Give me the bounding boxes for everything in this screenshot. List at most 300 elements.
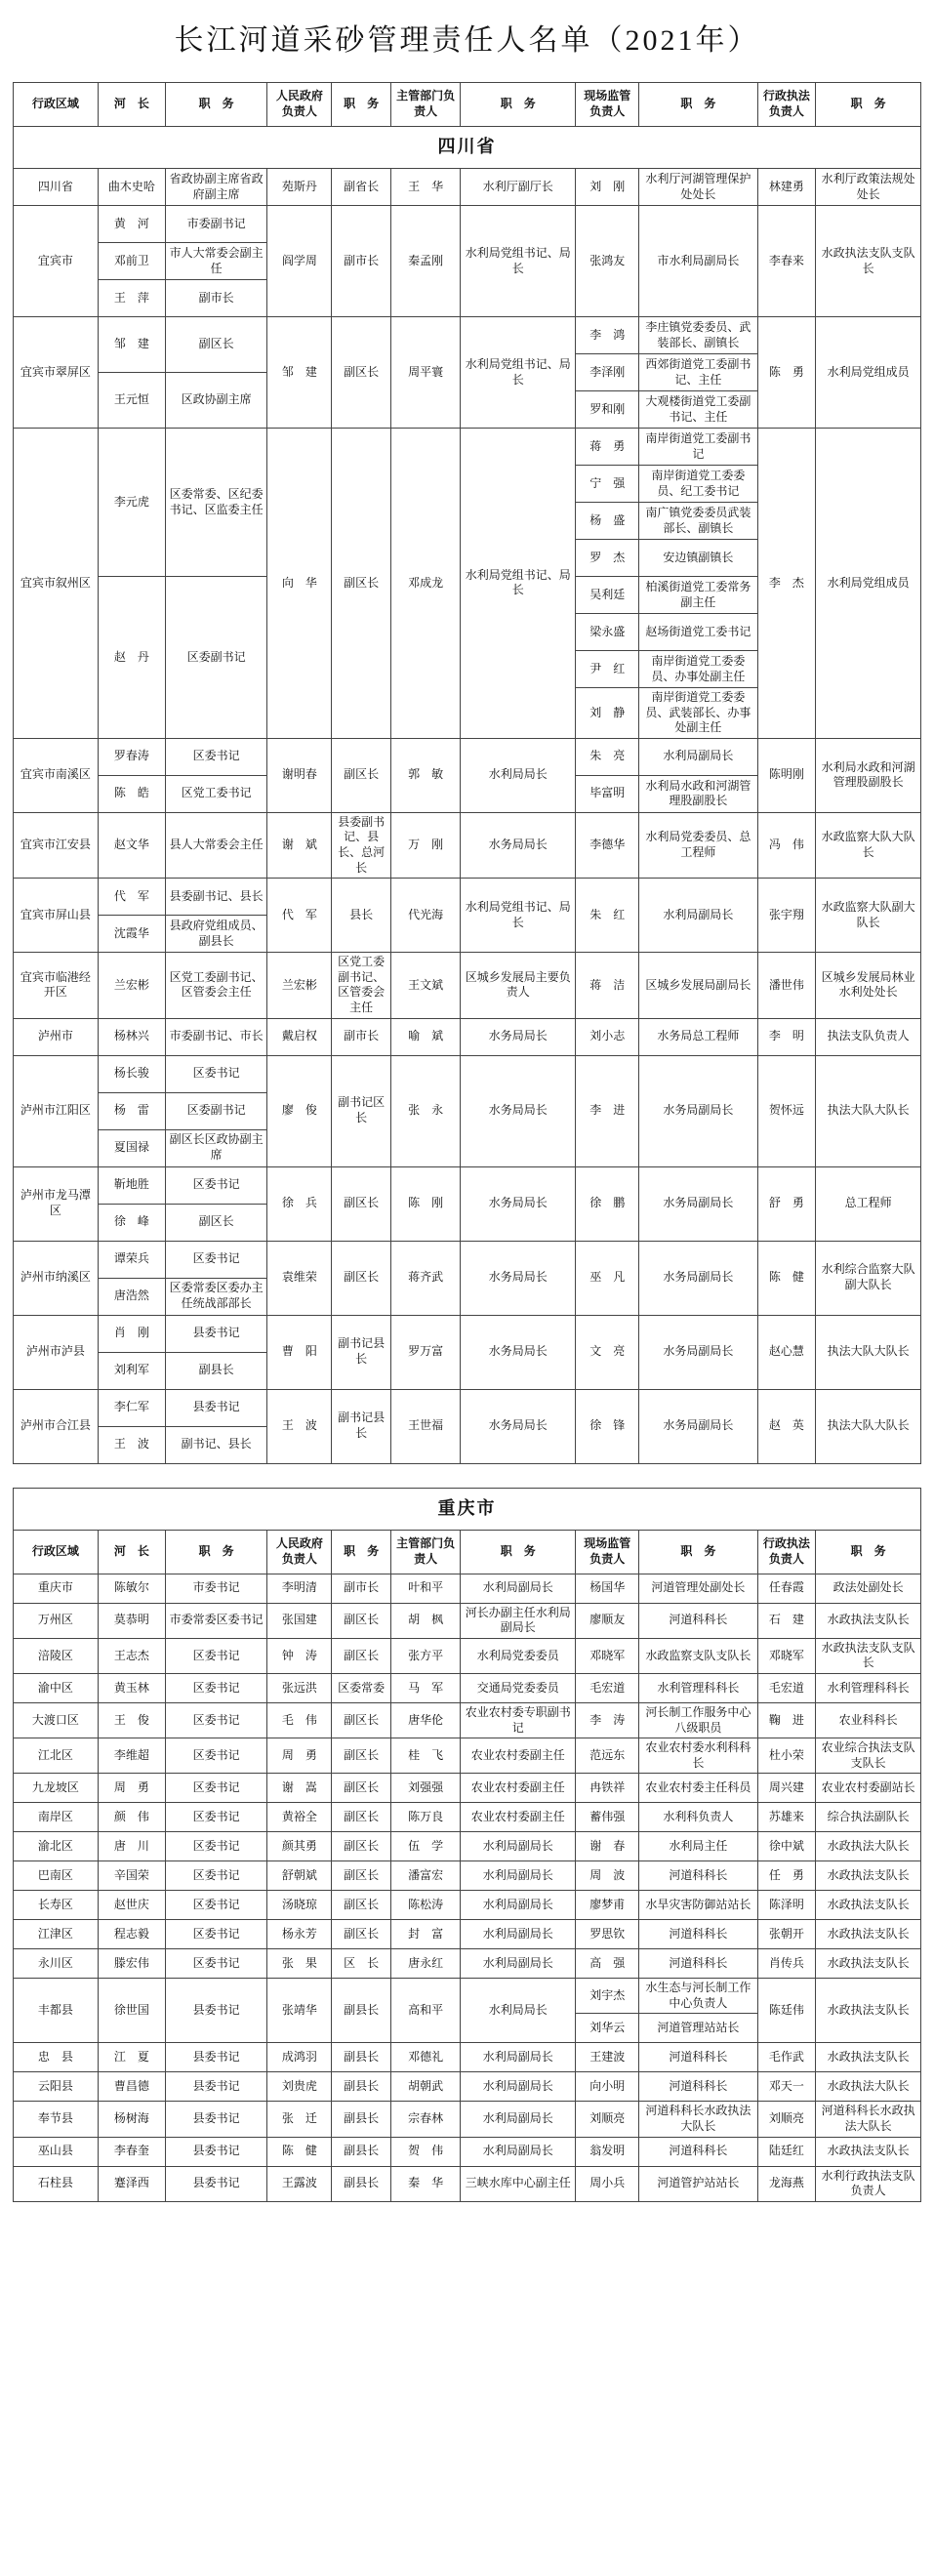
river-chief-title-cell: 县委书记	[165, 1389, 267, 1426]
dept-title-cell: 水利局局长	[461, 738, 576, 812]
enforce-title-cell: 水政执法支队长	[816, 1979, 921, 2043]
dept-head-cell: 代光海	[391, 879, 461, 953]
gov-head-cell: 张靖华	[267, 1979, 332, 2043]
dept-title-cell: 水利局副局长	[461, 1832, 576, 1861]
enforce-title-cell: 水政执法支队长	[816, 1891, 921, 1920]
river-chief-cell: 靳地胜	[98, 1166, 165, 1204]
site-title-cell: 水利厅河湖管理保护处处长	[639, 169, 757, 206]
river-chief-cell: 周 勇	[98, 1774, 165, 1803]
table-row	[14, 2072, 921, 2102]
river-chief-title-cell: 县政府党组成员、副县长	[165, 916, 267, 953]
river-chief-title-cell: 县委书记	[165, 2102, 267, 2137]
dept-title-cell: 水利局副局长	[461, 2137, 576, 2166]
dept-head-cell: 胡 枫	[391, 1603, 461, 1638]
table-row	[14, 1315, 921, 1352]
dept-head-cell: 张方平	[391, 1638, 461, 1673]
region-cell: 渝北区	[14, 1832, 99, 1861]
dept-title-cell: 交通局党委委员	[461, 1673, 576, 1702]
gov-title-cell: 副县长	[332, 2102, 391, 2137]
region-cell: 宜宾市	[14, 206, 99, 317]
column-header: 行政执法负责人	[757, 83, 816, 127]
river-chief-title-cell: 区委书记	[165, 1832, 267, 1861]
region-cell: 宜宾市叙州区	[14, 429, 99, 739]
river-chief-cell: 谭荣兵	[98, 1241, 165, 1278]
enforce-head-cell: 赵 英	[757, 1389, 816, 1463]
responsibility-table	[13, 82, 921, 2202]
table-row	[14, 1574, 921, 1603]
site-head-cell: 刘 刚	[576, 169, 639, 206]
enforce-title-cell: 水政执法支队长	[816, 1949, 921, 1979]
site-title-cell: 安边镇副镇长	[639, 540, 757, 577]
river-chief-title-cell: 县委书记	[165, 2137, 267, 2166]
river-chief-cell: 李维超	[98, 1738, 165, 1774]
column-header: 河 长	[98, 1530, 165, 1574]
river-chief-title-cell: 副区长	[165, 1204, 267, 1241]
gov-head-cell: 代 军	[267, 879, 332, 953]
header-row	[14, 1530, 921, 1574]
region-cell: 巫山县	[14, 2137, 99, 2166]
river-chief-cell: 罗春涛	[98, 738, 165, 775]
enforce-title-cell: 水利局党组成员	[816, 429, 921, 739]
dept-title-cell: 水务局局长	[461, 1055, 576, 1166]
table-row	[14, 1018, 921, 1055]
river-chief-title-cell: 区党工委副书记、区管委会主任	[165, 953, 267, 1018]
river-chief-cell: 王志杰	[98, 1638, 165, 1673]
gov-title-cell: 副县长	[332, 2166, 391, 2201]
gov-head-cell: 王 波	[267, 1389, 332, 1463]
river-chief-cell: 徐世国	[98, 1979, 165, 2043]
enforce-title-cell: 区城乡发展局林业水利处处长	[816, 953, 921, 1018]
enforce-head-cell: 杜小荣	[757, 1738, 816, 1774]
site-head-cell: 朱 亮	[576, 738, 639, 775]
river-chief-cell: 唐 川	[98, 1832, 165, 1861]
site-title-cell: 南岸街道党工委委员、办事处副主任	[639, 651, 757, 688]
river-chief-cell: 唐浩然	[98, 1278, 165, 1315]
river-chief-cell: 夏国禄	[98, 1129, 165, 1166]
site-title-cell: 大观楼街道党工委副书记、主任	[639, 391, 757, 429]
gov-head-cell: 张远洪	[267, 1673, 332, 1702]
gov-head-cell: 黄裕全	[267, 1803, 332, 1832]
gov-title-cell: 副市长	[332, 1574, 391, 1603]
column-header: 职 务	[639, 83, 757, 127]
region-cell: 奉节县	[14, 2102, 99, 2137]
table-row	[14, 953, 921, 1018]
site-head-cell: 毕富明	[576, 775, 639, 812]
enforce-head-cell: 毛作武	[757, 2043, 816, 2072]
river-chief-cell: 杨林兴	[98, 1018, 165, 1055]
gov-head-cell: 阎学周	[267, 206, 332, 317]
dept-title-cell: 水利局副局长	[461, 1574, 576, 1603]
river-chief-cell: 徐 峰	[98, 1204, 165, 1241]
table-row	[14, 1673, 921, 1702]
enforce-head-cell: 石 建	[757, 1603, 816, 1638]
site-title-cell: 柏溪街道党工委常务副主任	[639, 577, 757, 614]
gov-title-cell: 县长	[332, 879, 391, 953]
enforce-title-cell: 河道科科长水政执法大队长	[816, 2102, 921, 2137]
enforce-head-cell: 潘世伟	[757, 953, 816, 1018]
site-title-cell: 河道科科长	[639, 1920, 757, 1949]
enforce-head-cell: 林建勇	[757, 169, 816, 206]
site-title-cell: 水旱灾害防御站站长	[639, 1891, 757, 1920]
enforce-title-cell: 农业农村委副站长	[816, 1774, 921, 1803]
enforce-title-cell: 水政执法支队支队长	[816, 1638, 921, 1673]
gov-head-cell: 张 迁	[267, 2102, 332, 2137]
table-row	[14, 1861, 921, 1891]
table-row	[14, 1738, 921, 1774]
river-chief-cell: 王元恒	[98, 373, 165, 429]
enforce-title-cell: 农业综合执法支队支队长	[816, 1738, 921, 1774]
site-title-cell: 南岸街道党工委委员、纪工委书记	[639, 466, 757, 503]
region-cell: 九龙坡区	[14, 1774, 99, 1803]
enforce-title-cell: 水利局水政和河湖管理股副股长	[816, 738, 921, 812]
site-title-cell: 河道科科长水政执法大队长	[639, 2102, 757, 2137]
enforce-title-cell: 执法支队负责人	[816, 1018, 921, 1055]
dept-head-cell: 贺 伟	[391, 2137, 461, 2166]
site-title-cell: 农业农村委主任科员	[639, 1774, 757, 1803]
enforce-title-cell: 水政执法支队长	[816, 2137, 921, 2166]
enforce-title-cell: 水利管理科科长	[816, 1673, 921, 1702]
river-chief-title-cell: 区委常委区委办主任统战部部长	[165, 1278, 267, 1315]
region-cell: 泸州市纳溪区	[14, 1241, 99, 1315]
dept-title-cell: 水利局副局长	[461, 1949, 576, 1979]
gov-head-cell: 李明清	[267, 1574, 332, 1603]
gov-head-cell: 张 果	[267, 1949, 332, 1979]
table-row	[14, 1702, 921, 1738]
column-header: 行政执法负责人	[757, 1530, 816, 1574]
river-chief-cell: 赵 丹	[98, 577, 165, 739]
river-chief-title-cell: 区委副书记	[165, 1092, 267, 1129]
gov-title-cell: 副书记县长	[332, 1315, 391, 1389]
river-chief-title-cell: 区委书记	[165, 1949, 267, 1979]
site-head-cell: 廖顺友	[576, 1603, 639, 1638]
enforce-head-cell: 李 杰	[757, 429, 816, 739]
table-row	[14, 879, 921, 916]
enforce-title-cell: 水政监察大队大队长	[816, 812, 921, 878]
gov-title-cell: 区党工委副书记、区管委会主任	[332, 953, 391, 1018]
dept-title-cell: 水利局党组书记、局长	[461, 429, 576, 739]
enforce-title-cell: 水利厅政策法规处处长	[816, 169, 921, 206]
river-chief-title-cell: 区委书记	[165, 1803, 267, 1832]
site-title-cell: 河道管护站站长	[639, 2166, 757, 2201]
gov-title-cell: 副书记县长	[332, 1389, 391, 1463]
site-title-cell: 河道科科长	[639, 1861, 757, 1891]
region-cell: 万州区	[14, 1603, 99, 1638]
dept-title-cell: 水务局局长	[461, 1018, 576, 1055]
river-chief-cell: 陈 皓	[98, 775, 165, 812]
dept-title-cell: 水务局局长	[461, 1166, 576, 1241]
column-header: 职 务	[165, 83, 267, 127]
enforce-title-cell: 水利局党组成员	[816, 317, 921, 429]
site-head-cell: 毛宏道	[576, 1673, 639, 1702]
river-chief-cell: 兰宏彬	[98, 953, 165, 1018]
river-chief-title-cell: 副区长区政协副主席	[165, 1129, 267, 1166]
region-cell: 泸州市	[14, 1018, 99, 1055]
gov-title-cell: 区 长	[332, 1949, 391, 1979]
section-gap	[14, 1463, 921, 1488]
river-chief-title-cell: 副市长	[165, 280, 267, 317]
site-title-cell: 河长制工作服务中心八级职员	[639, 1702, 757, 1738]
site-head-cell: 王建波	[576, 2043, 639, 2072]
site-head-cell: 徐 锋	[576, 1389, 639, 1463]
site-head-cell: 罗思钦	[576, 1920, 639, 1949]
enforce-title-cell: 水政执法大队长	[816, 1832, 921, 1861]
dept-head-cell: 高和平	[391, 1979, 461, 2043]
gov-title-cell: 县委副书记、县长、总河长	[332, 812, 391, 878]
gov-title-cell: 副区长	[332, 1241, 391, 1315]
gov-title-cell: 副区长	[332, 1891, 391, 1920]
dept-title-cell: 水利局党组书记、局长	[461, 317, 576, 429]
river-chief-cell: 王 俊	[98, 1702, 165, 1738]
dept-title-cell: 三峡水库中心副主任	[461, 2166, 576, 2201]
river-chief-cell: 蹇泽西	[98, 2166, 165, 2201]
dept-head-cell: 桂 飞	[391, 1738, 461, 1774]
enforce-title-cell: 农业科科长	[816, 1702, 921, 1738]
river-chief-title-cell: 区委书记	[165, 1861, 267, 1891]
site-head-cell: 向小明	[576, 2072, 639, 2102]
column-header: 职 务	[816, 1530, 921, 1574]
dept-title-cell: 水利局党组书记、局长	[461, 206, 576, 317]
river-chief-cell: 黄玉林	[98, 1673, 165, 1702]
site-head-cell: 杨国华	[576, 1574, 639, 1603]
enforce-head-cell: 毛宏道	[757, 1673, 816, 1702]
dept-head-cell: 秦 华	[391, 2166, 461, 2201]
table-row	[14, 1055, 921, 1092]
page	[13, 0, 921, 2202]
gov-title-cell: 副区长	[332, 429, 391, 739]
dept-head-cell: 万 刚	[391, 812, 461, 878]
dept-head-cell: 周平寰	[391, 317, 461, 429]
river-chief-cell: 江 夏	[98, 2043, 165, 2072]
enforce-head-cell: 陈泽明	[757, 1891, 816, 1920]
enforce-head-cell: 赵心慧	[757, 1315, 816, 1389]
dept-head-cell: 喻 斌	[391, 1018, 461, 1055]
river-chief-title-cell: 副县长	[165, 1352, 267, 1389]
gov-title-cell: 副书记区长	[332, 1055, 391, 1166]
dept-title-cell: 水利局党组书记、局长	[461, 879, 576, 953]
gap-cell	[14, 1463, 921, 1488]
region-cell: 南岸区	[14, 1803, 99, 1832]
site-head-cell: 杨 盛	[576, 503, 639, 540]
river-chief-title-cell: 省政协副主席省政府副主席	[165, 169, 267, 206]
gov-head-cell: 杨永芳	[267, 1920, 332, 1949]
river-chief-title-cell: 区委书记	[165, 1891, 267, 1920]
region-cell: 宜宾市临港经开区	[14, 953, 99, 1018]
river-chief-title-cell: 副书记、县长	[165, 1426, 267, 1463]
enforce-head-cell: 徐中斌	[757, 1832, 816, 1861]
gov-title-cell: 副县长	[332, 2072, 391, 2102]
dept-head-cell: 陈万良	[391, 1803, 461, 1832]
site-title-cell: 西郊街道党工委副书记、主任	[639, 354, 757, 391]
enforce-title-cell: 水政执法支队长	[816, 1861, 921, 1891]
enforce-head-cell: 李 明	[757, 1018, 816, 1055]
river-chief-title-cell: 县委副书记、县长	[165, 879, 267, 916]
dept-title-cell: 水务局局长	[461, 1241, 576, 1315]
gov-head-cell: 汤晓琼	[267, 1891, 332, 1920]
dept-head-cell: 秦孟刚	[391, 206, 461, 317]
site-head-cell: 宁 强	[576, 466, 639, 503]
gov-head-cell: 张国建	[267, 1603, 332, 1638]
table-row	[14, 1774, 921, 1803]
enforce-head-cell: 陆廷红	[757, 2137, 816, 2166]
enforce-head-cell: 张宇翔	[757, 879, 816, 953]
site-head-cell: 巫 凡	[576, 1241, 639, 1315]
table-row	[14, 2102, 921, 2137]
gov-head-cell: 谢 嵩	[267, 1774, 332, 1803]
page-title: 长江河道采砂管理责任人名单（2021年）	[174, 24, 760, 57]
river-chief-title-cell: 区委书记	[165, 1241, 267, 1278]
site-head-cell: 邓晓军	[576, 1638, 639, 1673]
river-chief-title-cell: 市委副书记	[165, 206, 267, 243]
river-chief-title-cell: 区委书记	[165, 1702, 267, 1738]
enforce-head-cell: 陈明刚	[757, 738, 816, 812]
site-head-cell: 谢 春	[576, 1832, 639, 1861]
site-title-cell: 水政监察支队支队长	[639, 1638, 757, 1673]
dept-head-cell: 陈松涛	[391, 1891, 461, 1920]
river-chief-cell: 赵文华	[98, 812, 165, 878]
region-cell: 巴南区	[14, 1861, 99, 1891]
table-row	[14, 1241, 921, 1278]
gov-title-cell: 区委常委	[332, 1673, 391, 1702]
river-chief-cell: 颜 伟	[98, 1803, 165, 1832]
gov-head-cell: 邹 建	[267, 317, 332, 429]
river-chief-title-cell: 区委书记	[165, 1774, 267, 1803]
river-chief-title-cell: 区委常委、区纪委书记、区监委主任	[165, 429, 267, 577]
site-head-cell: 刘华云	[576, 2014, 639, 2043]
site-title-cell: 水务局副局长	[639, 1389, 757, 1463]
table-row	[14, 1979, 921, 2014]
river-chief-cell: 李春奎	[98, 2137, 165, 2166]
river-chief-title-cell: 副区长	[165, 317, 267, 373]
column-header: 职 务	[165, 1530, 267, 1574]
table-row	[14, 1891, 921, 1920]
site-head-cell: 梁永盛	[576, 614, 639, 651]
dept-title-cell: 水利局副局长	[461, 1920, 576, 1949]
gov-title-cell: 副县长	[332, 1979, 391, 2043]
table-row	[14, 1603, 921, 1638]
column-header: 现场监管负责人	[576, 1530, 639, 1574]
river-chief-title-cell: 区委副书记	[165, 577, 267, 739]
region-cell: 云阳县	[14, 2072, 99, 2102]
river-chief-cell: 莫恭明	[98, 1603, 165, 1638]
site-title-cell: 区城乡发展局副局长	[639, 953, 757, 1018]
gov-head-cell: 毛 伟	[267, 1702, 332, 1738]
gov-head-cell: 兰宏彬	[267, 953, 332, 1018]
column-header: 行政区域	[14, 83, 99, 127]
site-title-cell: 河道管理处副处长	[639, 1574, 757, 1603]
table-row	[14, 1389, 921, 1426]
site-head-cell: 李 鸿	[576, 317, 639, 354]
gov-head-cell: 颜其勇	[267, 1832, 332, 1861]
dept-head-cell: 宗春林	[391, 2102, 461, 2137]
dept-title-cell: 水利局副局长	[461, 1861, 576, 1891]
column-header: 职 务	[816, 83, 921, 127]
dept-head-cell: 潘富宏	[391, 1861, 461, 1891]
enforce-head-cell: 邓天一	[757, 2072, 816, 2102]
column-header: 职 务	[332, 83, 391, 127]
site-title-cell: 水利局水政和河湖管理股副股长	[639, 775, 757, 812]
dept-title-cell: 水利局副局长	[461, 1891, 576, 1920]
gov-title-cell: 副区长	[332, 1803, 391, 1832]
dept-head-cell: 邓德礼	[391, 2043, 461, 2072]
site-head-cell: 刘小志	[576, 1018, 639, 1055]
site-head-cell: 高 强	[576, 1949, 639, 1979]
enforce-title-cell: 总工程师	[816, 1166, 921, 1241]
column-header: 行政区域	[14, 1530, 99, 1574]
table-row	[14, 738, 921, 775]
gov-head-cell: 袁维荣	[267, 1241, 332, 1315]
river-chief-title-cell: 区委书记	[165, 1166, 267, 1204]
river-chief-cell: 滕宏伟	[98, 1949, 165, 1979]
table-row	[14, 429, 921, 466]
dept-head-cell: 王 华	[391, 169, 461, 206]
table-row	[14, 1166, 921, 1204]
region-cell: 江北区	[14, 1738, 99, 1774]
site-head-cell: 张鸿友	[576, 206, 639, 317]
enforce-title-cell: 执法大队大队长	[816, 1055, 921, 1166]
site-title-cell: 河道科科长	[639, 2072, 757, 2102]
site-head-cell: 刘顺亮	[576, 2102, 639, 2137]
table-row	[14, 1638, 921, 1673]
enforce-head-cell: 舒 勇	[757, 1166, 816, 1241]
site-title-cell: 河道科科长	[639, 1603, 757, 1638]
site-head-cell: 翁发明	[576, 2137, 639, 2166]
dept-head-cell: 刘强强	[391, 1774, 461, 1803]
dept-title-cell: 水利局副局长	[461, 2072, 576, 2102]
region-cell: 泸州市龙马潭区	[14, 1166, 99, 1241]
gov-title-cell: 副区长	[332, 1920, 391, 1949]
gov-title-cell: 副区长	[332, 317, 391, 429]
river-chief-cell: 邓前卫	[98, 243, 165, 280]
site-head-cell: 尹 红	[576, 651, 639, 688]
column-header: 主管部门负责人	[391, 83, 461, 127]
river-chief-cell: 王 波	[98, 1426, 165, 1463]
gov-title-cell: 副区长	[332, 1774, 391, 1803]
gov-title-cell: 副省长	[332, 169, 391, 206]
dept-head-cell: 罗万富	[391, 1315, 461, 1389]
river-chief-title-cell: 区委书记	[165, 1673, 267, 1702]
site-title-cell: 农业农村委水利科科长	[639, 1738, 757, 1774]
site-head-cell: 廖梦甫	[576, 1891, 639, 1920]
river-chief-title-cell: 市委副书记、市长	[165, 1018, 267, 1055]
gov-head-cell: 谢 斌	[267, 812, 332, 878]
river-chief-title-cell: 市委书记	[165, 1574, 267, 1603]
gov-title-cell: 副区长	[332, 1166, 391, 1241]
site-title-cell: 水利局副局长	[639, 879, 757, 953]
site-head-cell: 徐 鹏	[576, 1166, 639, 1241]
region-cell: 重庆市	[14, 1574, 99, 1603]
gov-title-cell: 副区长	[332, 1861, 391, 1891]
region-cell: 涪陵区	[14, 1638, 99, 1673]
site-title-cell: 南岸街道党工委副书记	[639, 429, 757, 466]
enforce-head-cell: 鞠 进	[757, 1702, 816, 1738]
river-chief-title-cell: 县委书记	[165, 2043, 267, 2072]
dept-head-cell: 唐永红	[391, 1949, 461, 1979]
gov-head-cell: 钟 涛	[267, 1638, 332, 1673]
enforce-head-cell: 任 勇	[757, 1861, 816, 1891]
dept-head-cell: 伍 学	[391, 1832, 461, 1861]
dept-title-cell: 农业农村委副主任	[461, 1774, 576, 1803]
dept-head-cell: 封 富	[391, 1920, 461, 1949]
region-cell: 大渡口区	[14, 1702, 99, 1738]
dept-head-cell: 王世福	[391, 1389, 461, 1463]
site-title-cell: 水务局总工程师	[639, 1018, 757, 1055]
column-header: 河 长	[98, 83, 165, 127]
site-head-cell: 刘 静	[576, 688, 639, 739]
river-chief-title-cell: 市委常委区委书记	[165, 1603, 267, 1638]
gov-title-cell: 副区长	[332, 1603, 391, 1638]
gov-head-cell: 苑斯丹	[267, 169, 332, 206]
enforce-head-cell: 贺怀远	[757, 1055, 816, 1166]
